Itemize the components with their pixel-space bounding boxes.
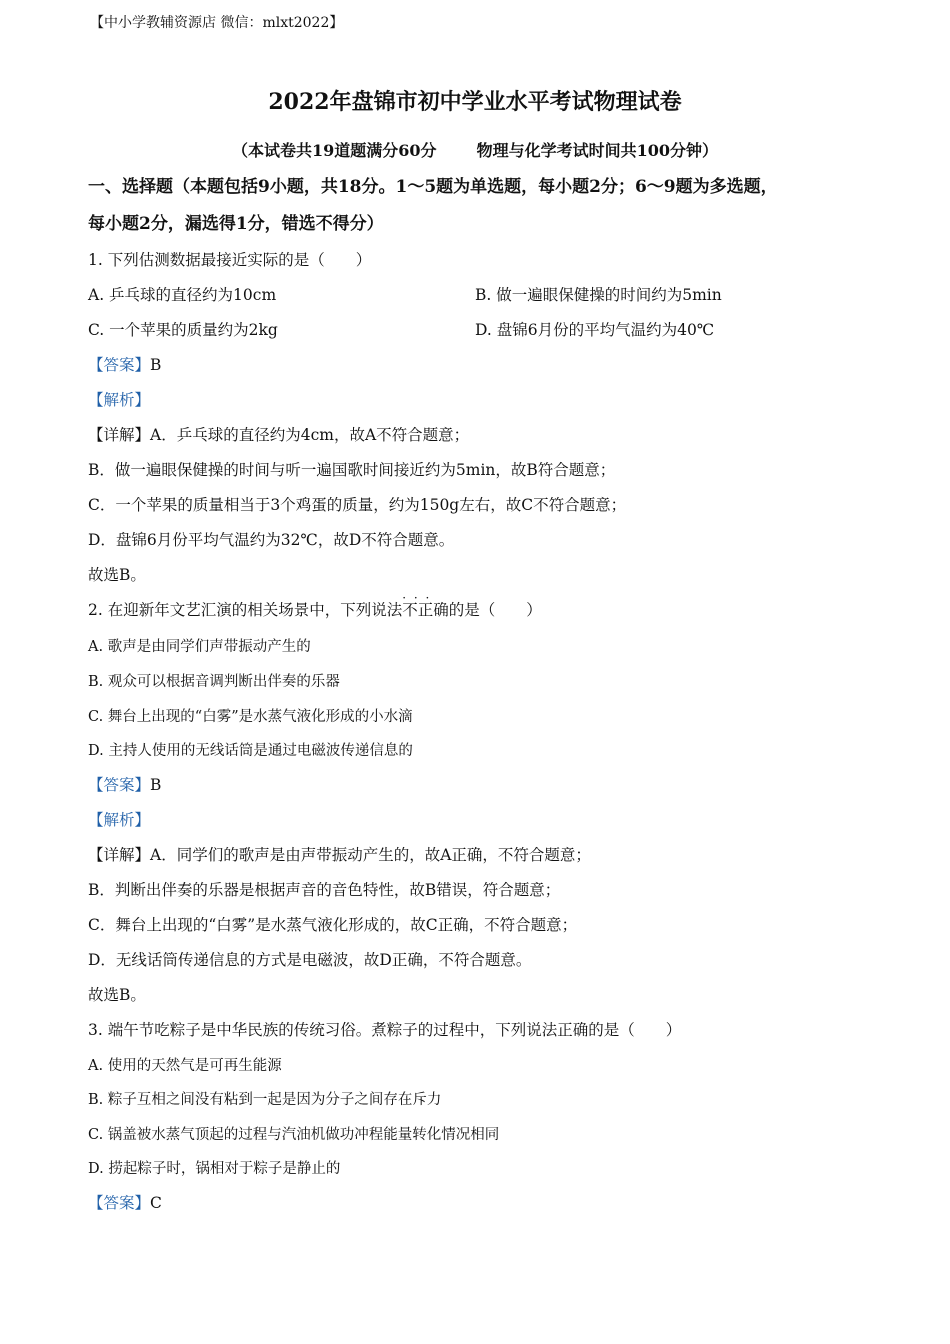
- q1-conclusion: 故选B。: [88, 566, 146, 584]
- q2-detail-a: [88, 844, 591, 866]
- q2-stem-emphasis: · · · 不正确: [402, 599, 449, 621]
- q1-option-b: B. 做一遍眼保健操的时间约为5min: [475, 286, 722, 304]
- q2-conclusion: 故选B。: [88, 986, 146, 1004]
- subtitle-part1: （本试卷共19道题满分60分: [232, 141, 437, 160]
- q3-stem: 3. 端午节吃粽子是中华民族的传统习俗。煮粽子的过程中，下列说法正确的是（ ）: [88, 1021, 682, 1039]
- subtitle-part2: 物理与化学考试时间共100分钟）: [476, 141, 718, 160]
- q2-stem: [88, 599, 542, 621]
- q2-stem-pre: 2. 在迎新年文艺汇演的相关场景中，下列说法: [88, 601, 403, 619]
- q2-option-a: A. 歌声是由同学们声带振动产生的: [88, 639, 311, 655]
- q3-answer: [88, 1192, 162, 1214]
- q3-option-d: D. 捞起粽子时，锅相对于粽子是静止的: [88, 1161, 341, 1177]
- q2-analysis-label: 【解析】: [88, 811, 151, 829]
- q3-option-a: A. 使用的天然气是可再生能源: [88, 1058, 282, 1074]
- q1-option-a: A. 乒乓球的直径约为10cm: [88, 286, 277, 304]
- q3-option-c: C. 锅盖被水蒸气顶起的过程与汽油机做功冲程能量转化情况相同: [88, 1127, 500, 1143]
- q1-detail-b: B．做一遍眼保健操的时间与听一遍国歌时间接近约为5min，故B符合题意；: [88, 461, 616, 479]
- q2-detail-d: D．无线话筒传递信息的方式是电磁波，故D正确，不符合题意。: [88, 951, 532, 969]
- detail-label: 【详解】: [88, 846, 151, 864]
- q2-answer-value: B: [150, 776, 162, 794]
- q2-stem-post: 的是（ ）: [448, 601, 542, 619]
- q1-detail-c: C．一个苹果的质量相当于3个鸡蛋的质量，约为150g左右，故C不符合题意；: [88, 496, 627, 514]
- q1-analysis-label: 【解析】: [88, 391, 151, 409]
- q2-option-d: D. 主持人使用的无线话筒是通过电磁波传递信息的: [88, 743, 413, 759]
- q2-option-b: B. 观众可以根据音调判断出伴奏的乐器: [88, 674, 340, 690]
- section-heading-line1: 一、选择题（本题包括9小题，共18分。1～5题为单选题，每小题2分；6～9题为多选题，: [88, 177, 778, 197]
- q3-answer-value: C: [150, 1194, 162, 1212]
- page-title: 2022年盘锦市初中学业水平考试物理试卷: [268, 89, 682, 115]
- q1-answer: [88, 354, 161, 376]
- section-heading-line2: 每小题2分，漏选得1分，错选不得分）: [88, 214, 384, 234]
- page-header: 【中小学教辅资源店 微信：mlxt2022】: [90, 15, 344, 31]
- answer-label: 【答案】: [88, 776, 151, 794]
- answer-label: 【答案】: [88, 356, 151, 374]
- q2-option-c: C. 舞台上出现的“白雾”是水蒸气液化形成的小水滴: [88, 709, 413, 725]
- q1-detail-a-text: A．乒乓球的直径约为4cm，故A不符合题意；: [150, 426, 470, 444]
- q2-detail-c: C．舞台上出现的“白雾”是水蒸气液化形成的，故C正确，不符合题意；: [88, 916, 578, 934]
- answer-label: 【答案】: [88, 1194, 151, 1212]
- q1-detail-d: D．盘锦6月份平均气温约为32℃，故D不符合题意。: [88, 531, 455, 549]
- q1-answer-value: B: [150, 356, 162, 374]
- q3-option-b: B. 粽子互相之间没有粘到一起是因为分子之间存在斥力: [88, 1092, 442, 1108]
- q2-detail-b: B．判断出伴奏的乐器是根据声音的音色特性，故B错误，符合题意；: [88, 881, 561, 899]
- q1-detail-a: [88, 424, 469, 446]
- detail-label: 【详解】: [88, 426, 151, 444]
- q2-detail-a-text: A．同学们的歌声是由声带振动产生的，故A正确，不符合题意；: [150, 846, 591, 864]
- q1-option-c: C. 一个苹果的质量约为2kg: [88, 321, 278, 339]
- q1-stem: 1. 下列估测数据最接近实际的是（ ）: [88, 251, 372, 269]
- exam-subtitle: [0, 140, 950, 162]
- q2-answer: [88, 774, 161, 796]
- q1-option-d: D. 盘锦6月份的平均气温约为40℃: [475, 321, 715, 339]
